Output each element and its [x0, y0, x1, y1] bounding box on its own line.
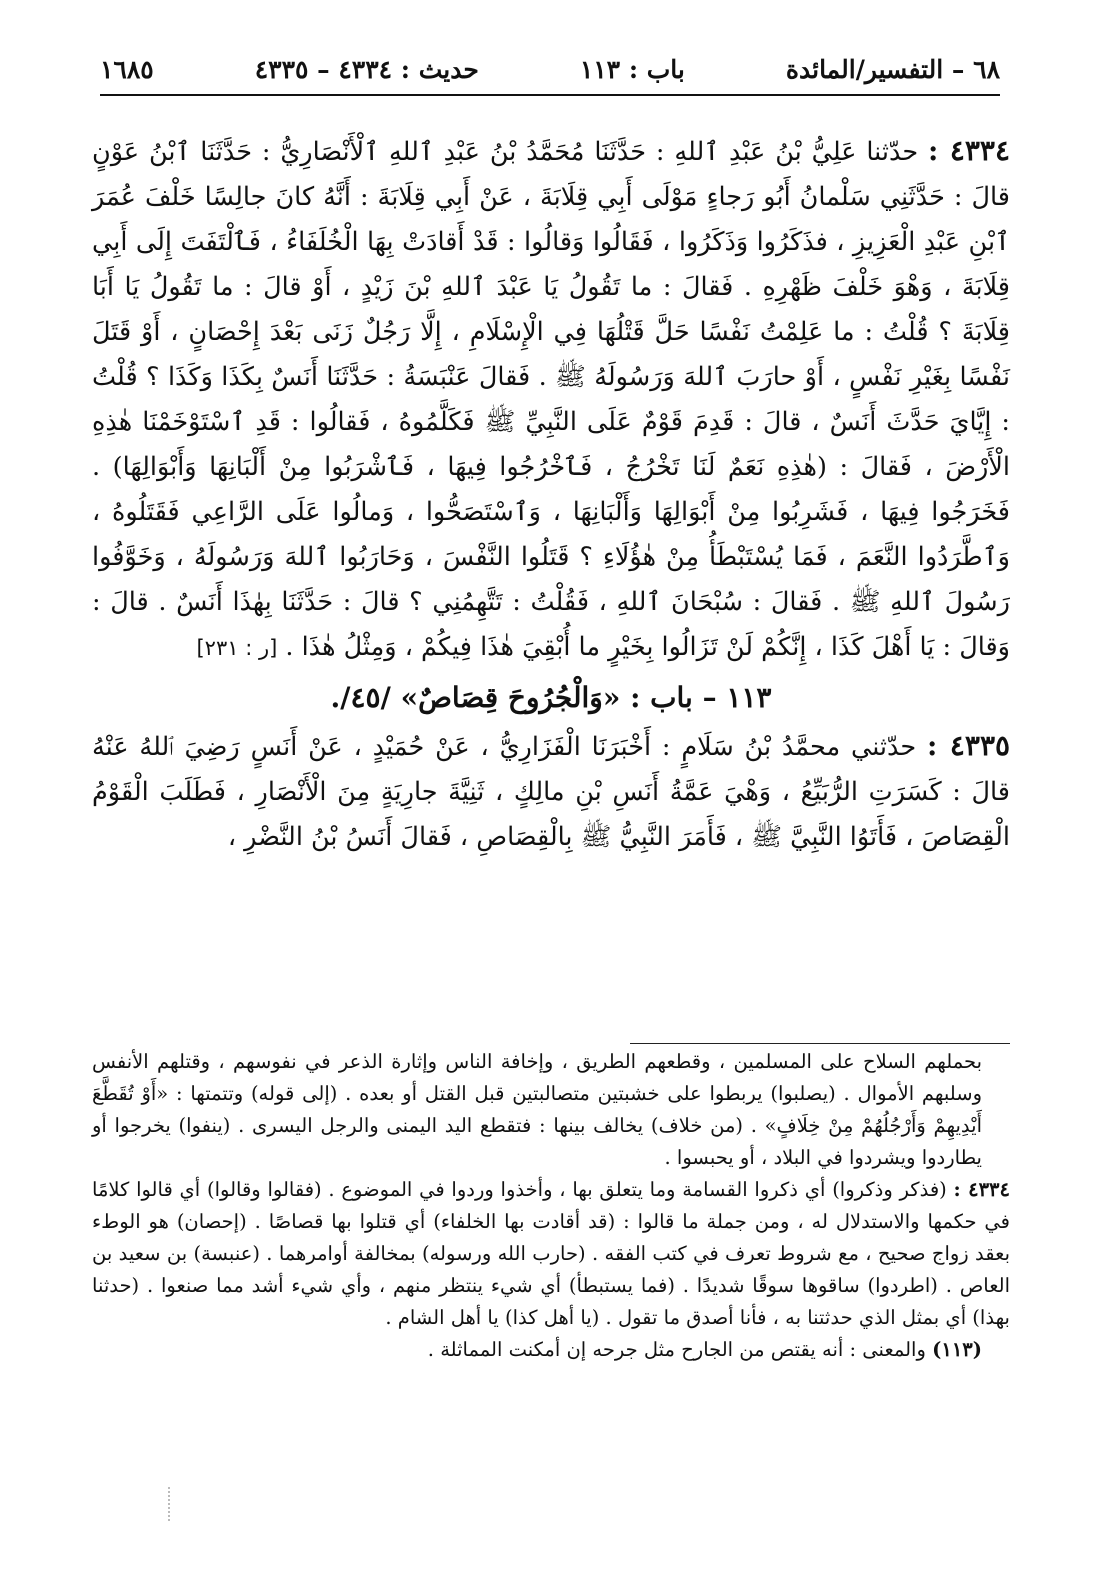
- hadith-4335: [92, 723, 1010, 860]
- footnote-continuation: بحملهم السلاح على المسلمين ، وقطعهم الطريق ، وإخافة الناس وإثارة الذعر في نفوسهم ، وقتلهم الأنفس وسلبهم الأموال . (يصلبوا) يربطوا على خشبتين متصالبتين قبل القتل أو بعده . (إلى قوله) وتتمتها : «أَوْ تُقَطَّعَ أَيْدِيهِمْ وَأَرْجُلُهُمْ مِنْ خِلَافٍ» . (من خلاف) يخالف بينها : فتقطع اليد اليمنى والرجل اليسرى . (ينفوا) يخرجوا أو يطاردوا ويشردوا في البلاد ، أو يحبسوا .: [92, 1050, 982, 1169]
- footnote-113-label: (١١٣): [932, 1338, 982, 1361]
- footnote-113-text: والمعنى : أنه يقتص من الجارح مثل جرحه إن أمكنت المماثلة .: [427, 1338, 926, 1361]
- footnote-separator: [630, 1043, 1010, 1044]
- header-hadith-range: حديث : ٤٣٣٤ – ٤٣٣٥: [254, 54, 479, 84]
- footnote-4334-label: ٤٣٣٤ :: [953, 1178, 1010, 1201]
- footnote-4334: [92, 1174, 1010, 1334]
- hadith-4334-reference: [ر : ٢٣١]: [196, 636, 278, 660]
- running-header: [100, 44, 1000, 96]
- footnotes: [92, 1046, 1010, 1366]
- header-book-chapter: ٦٨ – التفسير/المائدة: [785, 54, 1000, 84]
- hadith-4334: [92, 128, 1010, 671]
- hadith-4334-number: ٤٣٣٤ :: [927, 134, 1010, 167]
- footnote-4334-text: (فذكر وذكروا) أي ذكروا القسامة وما يتعلق بها ، وأخذوا وردوا في الموضوع . (فقالوا وقالوا) أي قالوا كلامًا في حكمها والاستدلال له ، ومن جملة ما قالوا : (قد أقادت بها الخلفاء) أي قتلوا بها قصاصًا . (إحصان) هو الوطء بعقد زواج صحيح ، مع شروط تعرف في كتب الفقه . (حارب الله ورسوله) بمخالفة أوامرهما . (عنبسة) بن سعيد بن العاص . (اطردوا) ساقوها سوقًا شديدًا . (فما يستبطأ) أي شيء ينتظر منهم ، وأي شيء أشد مما صنعوا . (حدثنا بهذا) أي بمثل الذي حدثتنا به ، فأنا أصدق ما تقول . (يا أهل كذا) يا أهل الشام .: [92, 1178, 1010, 1329]
- chapter-heading: ١١٣ – باب : «وَالْجُرُوحَ قِصَاصٌ» /٤٥/.: [330, 681, 772, 714]
- scan-artifact-mark: [168, 1487, 178, 1521]
- footnote-113: [92, 1334, 1010, 1366]
- hadith-4335-text: حدّثني محمَّدُ بْنُ سَلَامٍ : أَخْبَرَنَا الْفَزَارِيُّ ، عَنْ حُمَيْدٍ ، عَنْ أَنَسٍ رَضِيَ ٱللهُ عَنْهُ قالَ : كَسَرَتِ الرُّبَيِّعُ ، وَهْيَ عَمَّةُ أَنَسِ بْنِ مالِكٍ ، ثَنِيَّةَ جارِيَةٍ مِنَ الْأَنْصَارِ ، فَطَلَبَ الْقَوْمُ الْقِصَاصَ ، فَأَتَوُا النَّبِيَّ ﷺ ، فَأَمَرَ النَّبِيُّ ﷺ بِالْقِصَاصِ ، فَقالَ أَنَسُ بْنُ النَّضْرِ ،: [92, 732, 1010, 852]
- hadith-4335-number: ٤٣٣٥ :: [927, 729, 1011, 762]
- header-page-number: ١٦٨٥: [100, 54, 154, 84]
- main-text: [92, 128, 1010, 860]
- header-chapter-number: باب : ١١٣: [579, 54, 685, 84]
- hadith-4334-text: حدّثنا عَلِيُّ بْنُ عَبْدِ ٱللهِ : حَدَّثَنَا مُحَمَّدُ بْنُ عَبْدِ ٱللهِ ٱلْأَنْصَارِيُّ : حَدَّثَنَا ٱبْنُ عَوْنٍ قالَ : حَدَّثَنِي سَلْمانُ أَبُو رَجاءٍ مَوْلَى أَبِي قِلَابَةَ ، عَنْ أَبِي قِلَابَةَ : أَنَّهُ كانَ جالِسًا خَلْفَ عُمَرَ ٱبْنِ عَبْدِ الْعَزِيزِ ، فذَكَرُوا وَذَكَرُوا ، فَقَالُوا وَقالُوا : قَدْ أَقادَتْ بِهَا الْخُلَفَاءُ ، فَٱلْتَفَتَ إِلَى أَبِي قِلَابَةَ ، وَهْوَ خَلْفَ ظَهْرِهِ . فَقالَ : ما تَقُولُ يَا عَبْدَ ٱللهِ بْنَ زَيْدٍ ، أَوْ قالَ : ما تَقُولُ يَا أَبَا قِلَابَةَ ؟ قُلْتُ : ما عَلِمْتُ نَفْسًا حَلَّ قَتْلُهَا فِي الْإِسْلَامِ ، إِلَّا رَجُلٌ زَنَى بَعْدَ إِحْصَانٍ ، أَوْ قَتَلَ نَفْسًا بِغَيْرِ نَفْسٍ ، أَوْ حارَبَ ٱللهَ وَرَسُولَهُ ﷺ . فَقالَ عَنْبَسَةُ : حَدَّثَنَا أَنَسٌ بِكَذَا وَكَذَا ؟ قُلْتُ : إِيَّايَ حَدَّثَ أَنَسٌ ، قالَ : قَدِمَ قَوْمٌ عَلَى النَّبِيِّ ﷺ فَكَلَّمُوهُ ، فَقالُوا : قَدِ ٱسْتَوْخَمْنَا هٰذِهِ الْأَرْضَ ، فَقالَ : (هٰذِهِ نَعَمٌ لَنَا تَخْرُجُ ، فَٱخْرُجُوا فِيهَا ، فَٱشْرَبُوا مِنْ أَلْبَانِهَا وَأَبْوَالِهَا) . فَخَرَجُوا فِيهَا ، فَشَرِبُوا مِنْ أَبْوَالِهَا وَأَلْبَانِهَا ، وَٱسْتَصَحُّوا ، وَمالُوا عَلَى الرَّاعِي فَقَتَلُوهُ ، وَٱطَّرَدُوا النَّعَمَ ، فَمَا يُسْتَبْطَأُ مِنْ هٰؤُلَاءِ ؟ قَتَلُوا النَّفْسَ ، وَحَارَبُوا ٱللهَ وَرَسُولَهُ ، وَخَوَّفُوا رَسُولَ ٱللهِ ﷺ . فَقالَ : سُبْحَانَ ٱللهِ ، فَقُلْتُ : تَتَّهِمُنِي ؟ قالَ : حَدَّثَنَا بِهٰذَا أَنَسٌ . قالَ : وَقالَ : يَا أَهْلَ كَذَا ، إِنَّكُمْ لَنْ تَزَالُوا بِخَيْرٍ ما أُبْقِيَ هٰذَا فِيكُمْ ، وَمِثْلُ هٰذَا .: [92, 137, 1010, 662]
